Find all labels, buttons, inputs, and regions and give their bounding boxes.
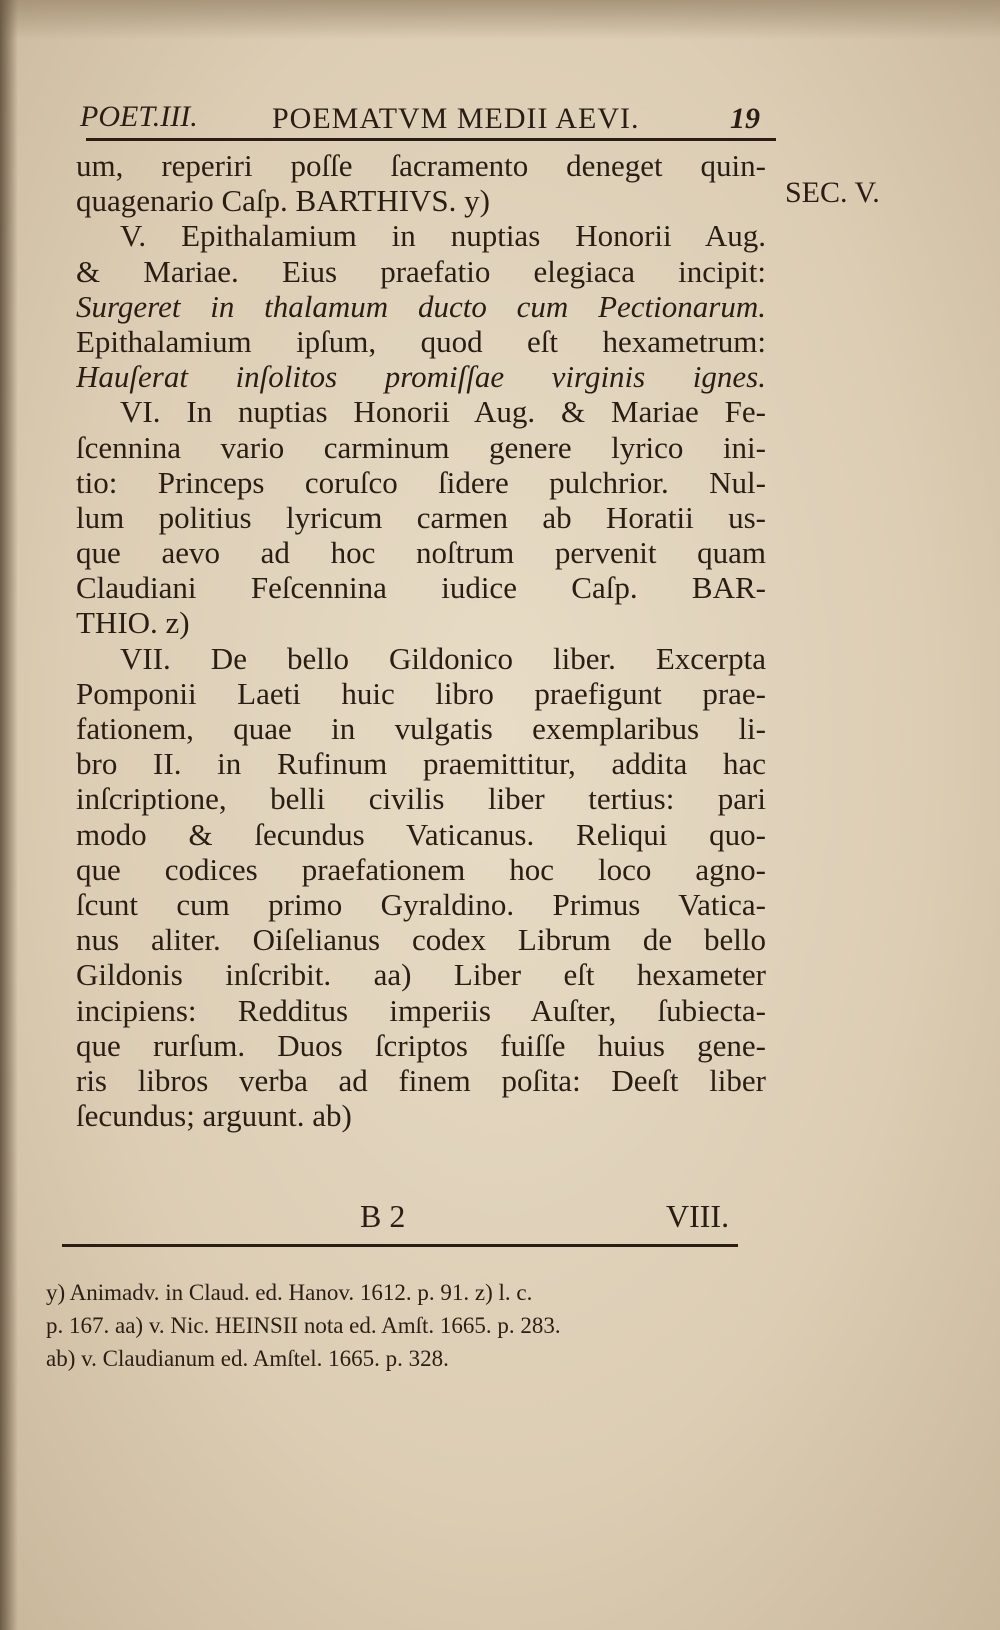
text-line: que codices praefationem hoc loco agno- — [76, 851, 766, 887]
text-line: VII. De bello Gildonico liber. Excerpta — [120, 640, 766, 676]
header-rule — [86, 138, 776, 141]
text-line: lum politius lyricum carmen ab Horatii us- — [76, 499, 766, 535]
text-line: Claudiani Feſcennina iudice Caſp. BAR- — [76, 570, 766, 606]
text-line: tio: Princeps coruſco ſidere pulchrior. Nul- — [76, 464, 766, 500]
text-line: V. Epithalamium in nuptias Honorii Aug. — [120, 218, 766, 254]
text-line: & Mariae. Eius praefatio elegiaca incipit: — [76, 253, 766, 289]
text-line: Pomponii Laeti huic libro praefigunt prae- — [76, 675, 766, 711]
text-line: incipiens: Redditus imperiis Auſter, ſubiecta- — [76, 992, 766, 1028]
text-line: nus aliter. Oiſelianus codex Librum de bello — [76, 922, 766, 958]
text-line: inſcriptione, belli civilis liber tertius: pari — [76, 781, 766, 817]
text-line: Hauſerat inſolitos promiſſae virginis ignes. — [76, 359, 766, 395]
text-line: THIO. z) — [76, 605, 190, 641]
text-line: que aevo ad hoc noſtrum pervenit quam — [76, 535, 766, 571]
text-line: que rurſum. Duos ſcriptos fuiſſe huius gene- — [76, 1027, 766, 1063]
text-line: ſcennina vario carminum genere lyrico ini- — [76, 429, 766, 465]
footnote-line: y) Animadv. in Claud. ed. Hanov. 1612. p. 91. z) l. c. — [46, 1280, 533, 1305]
text-line: bro II. in Rufinum praemittitur, addita hac — [76, 746, 766, 782]
page-gutter — [0, 0, 18, 1630]
footnote-line: ab) v. Claudianum ed. Amſtel. 1665. p. 328. — [46, 1346, 449, 1371]
signature-mark: B 2 — [360, 1198, 406, 1234]
text-line: Epithalamium ipſum, quod eſt hexametrum: — [76, 323, 766, 359]
header-title: POEMATVM MEDII AEVI. — [272, 102, 640, 135]
footnotes — [46, 1276, 746, 1375]
text-line: ſcunt cum primo Gyraldino. Primus Vatica- — [76, 886, 766, 922]
footnote-line: p. 167. aa) v. Nic. HEINSII nota ed. Amſt. 1665. p. 283. — [46, 1313, 561, 1338]
text-line: quagenario Caſp. BARTHIVS. y) — [76, 183, 490, 219]
text-line: ſecundus; arguunt. ab) — [76, 1098, 352, 1134]
text-line: Surgeret in thalamum ducto cum Pectionarum. — [76, 288, 766, 324]
page-number: 19 — [730, 102, 760, 135]
main-text — [76, 148, 766, 1133]
text-line: modo & ſecundus Vaticanus. Reliqui quo- — [76, 816, 766, 852]
text-line: ris libros verba ad finem poſita: Deeſt liber — [76, 1062, 766, 1098]
footnote-rule — [62, 1244, 738, 1247]
catchword: VIII. — [666, 1198, 730, 1234]
text-line: fationem, quae in vulgatis exemplaribus li- — [76, 711, 766, 746]
text-line: um, reperiri poſſe ſacramento deneget quin- — [76, 148, 766, 183]
margin-note: SEC. V. — [785, 176, 880, 209]
text-line: VI. In nuptias Honorii Aug. & Mariae Fe- — [120, 394, 766, 430]
page-top-edge — [0, 0, 1000, 40]
header-section-label: POET.III. — [80, 100, 198, 133]
running-header — [80, 100, 780, 140]
text-line: Gildonis inſcribit. aa) Liber eſt hexameter — [76, 957, 766, 993]
